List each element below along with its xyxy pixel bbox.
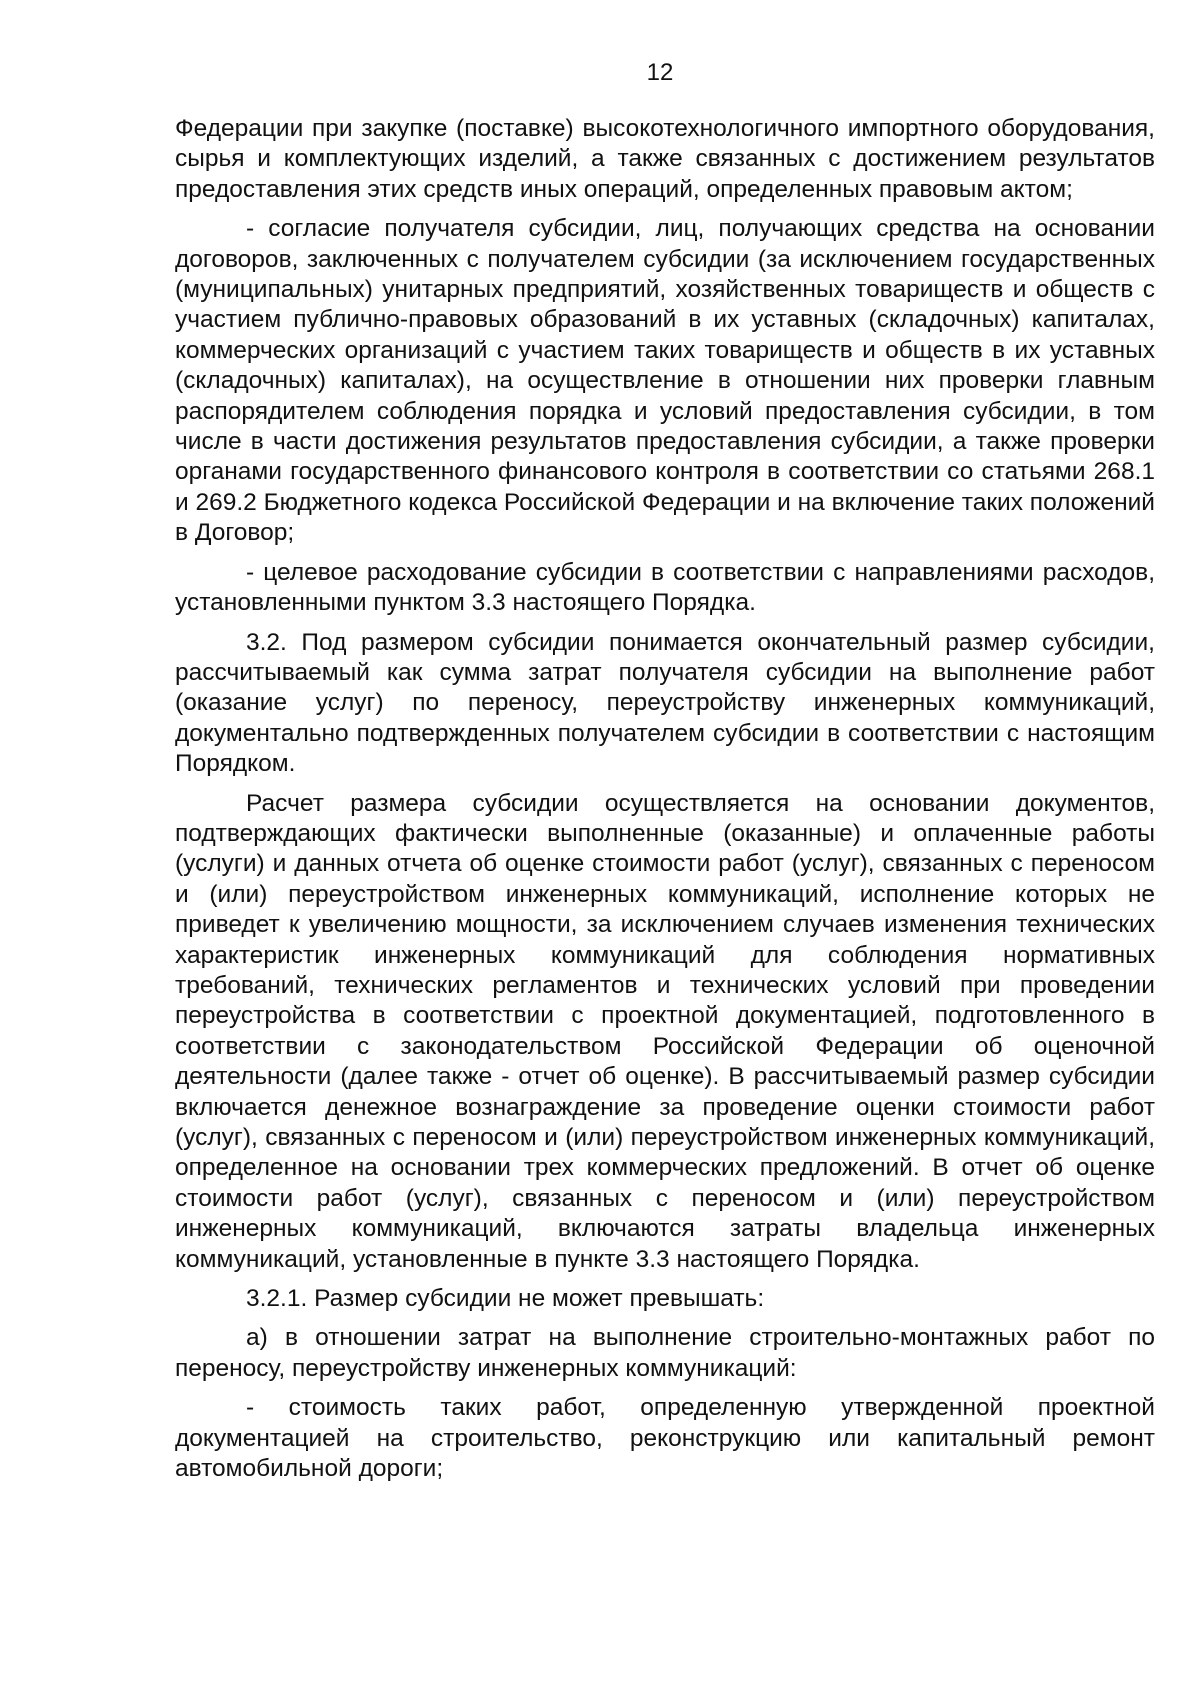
document-body xyxy=(175,114,1155,1493)
paragraph-3-2-subsidy-size: 3.2. Под размером субсидии понимается окончательный размер субсидии, рассчитываемый как сумма затрат получателя субсидии на выполнение работ (оказание услуг) по переносу, переустройству инженерных коммуникаций, документально подтвержденных получателем субсидии в соответствии с настоящим Порядком. xyxy=(175,628,1155,778)
paragraph-continuation: Федерации при закупке (поставке) высокотехнологичного импортного оборудования, сырья и комплектующих изделий, а также связанных с достижением результатов предоставления этих средств иных операций, определенных правовым актом; xyxy=(175,115,1155,203)
paragraph-project-cost: - стоимость таких работ, определенную утвержденной проектной документацией на строительство, реконструкцию или капитальный ремонт автомобильной дороги; xyxy=(175,1394,1155,1483)
paragraph-consent-inspection: - согласие получателя субсидии, лиц, получающих средства на основании договоров, заключенных с получателем субсидии (за исключением государственных (муниципальных) унитарных предприятий, хозяйственных товариществ и обществ с участием публично-правовых образований в их уставных (складочных) капиталах, коммерческих организаций с участием таких товариществ и обществ в их уставных (складочных) капиталах), на осуществление в отношении них проверки главным распорядителем соблюдения порядка и условий предоставления субсидии, в том числе в части достижения результатов предоставления субсидии, а также проверки органами государственного финансового контроля в соответствии со статьями 268.1 и 269.2 Бюджетного кодекса Российской Федерации и на включение таких положений в Договор; xyxy=(175,215,1155,547)
paragraph-subsidy-calculation: Расчет размера субсидии осуществляется на основании документов, подтверждающих фактически выполненные (оказанные) и оплаченные работы (услуги) и данных отчета об оценке стоимости работ (услуг), связанных с переносом и (или) переустройством инженерных коммуникаций, исполнение которых не приведет к увеличению мощности, за исключением случаев изменения технических характеристик инженерных коммуникаций для соблюдения нормативных требований, технических регламентов и технических условий при проведении переустройства в соответствии с проектной документацией, подготовленного в соответствии с законодательством Российской Федерации об оценочной деятельности (далее также - отчет об оценке). В рассчитываемый размер субсидии включается денежное вознаграждение за проведение оценки стоимости работ (услуг), связанных с переносом и (или) переустройством инженерных коммуникаций, определенное на основании трех коммерческих предложений. В отчет об оценке стоимости работ (услуг), связанных с переносом и (или) переустройством инженерных коммуникаций, включаются затраты владельца инженерных коммуникаций, установленные в пункте 3.3 настоящего Порядка. xyxy=(175,789,1155,1273)
paragraph-targeted-spending: - целевое расходование субсидии в соответствии с направлениями расходов, установленными пунктом 3.3 настоящего Порядка. xyxy=(175,558,1155,617)
paragraph-3-2-1-limit: 3.2.1. Размер субсидии не может превышать: xyxy=(246,1285,765,1313)
paragraph-item-a: а) в отношении затрат на выполнение строительно-монтажных работ по переносу, переустройству инженерных коммуникаций: xyxy=(175,1324,1155,1382)
page-number: 12 xyxy=(646,59,674,86)
